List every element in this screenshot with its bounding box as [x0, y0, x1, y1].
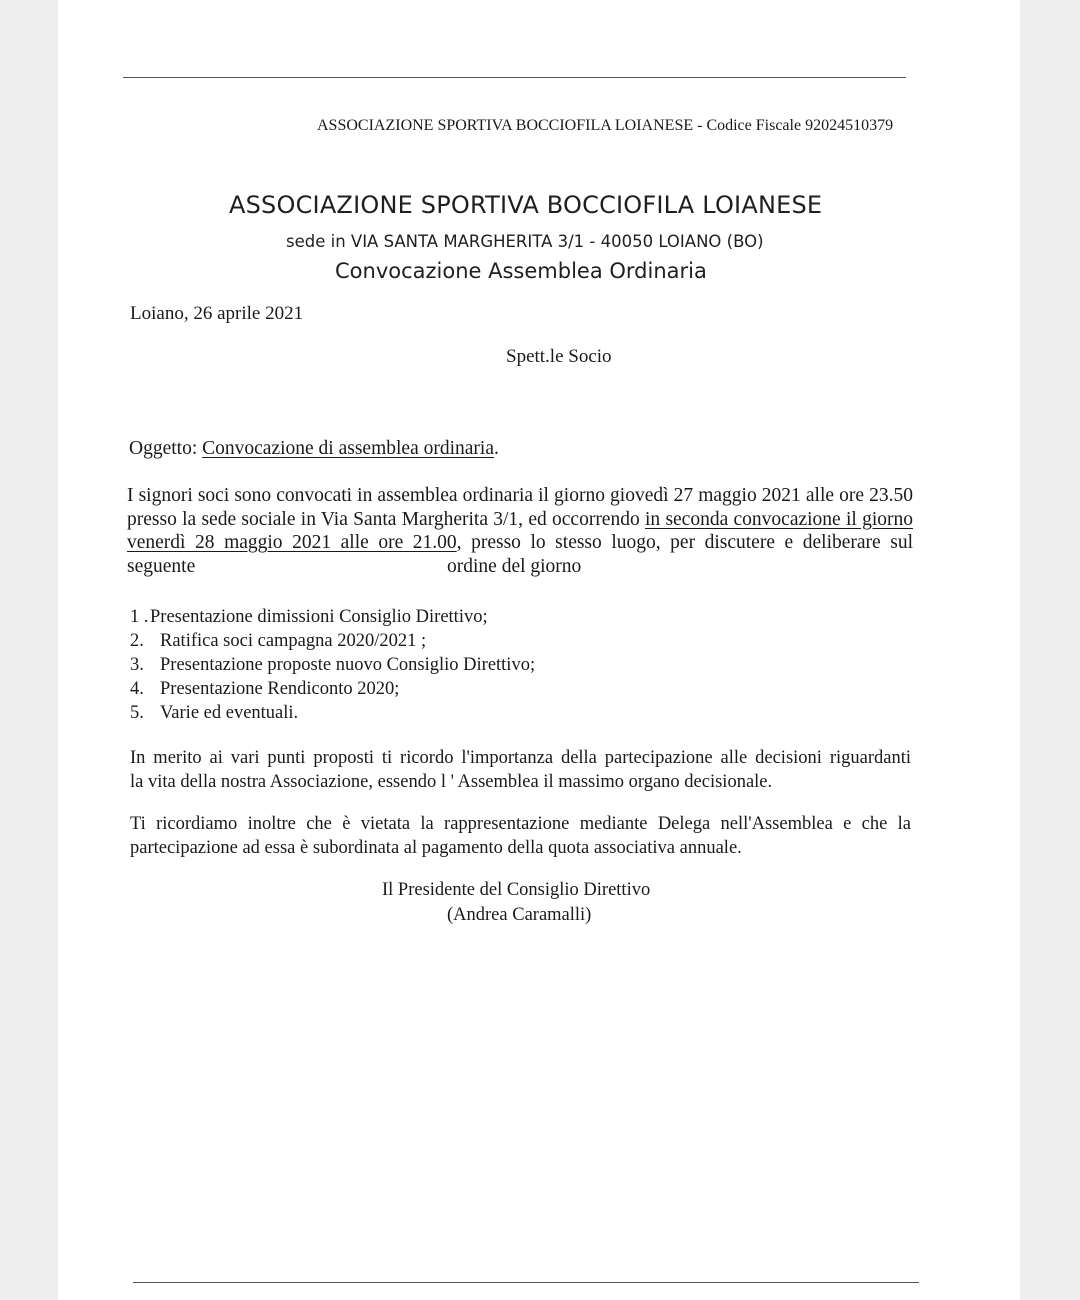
participation-line-1: In merito ai vari punti proposti ti ricordo l'importanza della partecipazione alle decisioni riguardanti — [130, 748, 911, 768]
delegation-line-1: Ti ricordiamo inoltre che è vietata la rappresentazione mediante Delega nell'Assemblea e che la — [130, 814, 911, 834]
agenda-item-number: 4. — [130, 679, 144, 699]
body-line-2-underlined: in seconda convocazione il giorno — [645, 508, 914, 530]
organization-name: ASSOCIAZIONE SPORTIVA BOCCIOFILA LOIANESE — [229, 191, 823, 219]
agenda-item-number: 2. — [130, 631, 144, 651]
letter-recipient: Spett.le Socio — [506, 346, 612, 367]
agenda-item — [130, 605, 535, 629]
agenda-item-number: 3. — [130, 655, 144, 675]
agenda-list — [130, 605, 535, 725]
body-line-2 — [127, 508, 913, 532]
subject-period: . — [493, 438, 499, 459]
subject-text: Convocazione di assemblea ordinaria — [202, 438, 494, 459]
agenda-item-text: Presentazione proposte nuovo Consiglio Direttivo; — [160, 655, 536, 675]
letter-subject — [129, 438, 499, 460]
participation-paragraph — [130, 747, 911, 794]
agenda-item-number: 5. — [130, 703, 144, 723]
agenda-item-number: 1 . — [130, 607, 149, 627]
letter-date: Loiano, 26 aprile 2021 — [130, 303, 304, 324]
participation-line-2: la vita della nostra Associazione, essendo l ' Assemblea il massimo organo decisionale. — [130, 771, 773, 792]
agenda-item — [130, 677, 535, 701]
signature-name: (Andrea Caramalli) — [447, 905, 592, 925]
agenda-heading: ordine del giorno — [447, 556, 582, 577]
signature-title: Il Presidente del Consiglio Direttivo — [382, 880, 651, 900]
body-line-3-plain: , presso lo stesso luogo, per discutere e deliberare sul seguente — [127, 532, 913, 577]
document-title: Convocazione Assemblea Ordinaria — [335, 259, 707, 283]
agenda-item-text: Presentazione Rendiconto 2020; — [160, 679, 400, 699]
delegation-line-2: partecipazione ad essa è subordinata al pagamento della quota associativa annuale. — [130, 837, 742, 858]
agenda-item-text: Presentazione dimissioni Consiglio Direttivo; — [150, 607, 488, 627]
agenda-item — [130, 629, 535, 653]
agenda-item — [130, 701, 535, 725]
body-line-3-underlined: venerdì 28 maggio 2021 alle ore 21.00 — [127, 532, 457, 553]
delegation-paragraph — [130, 813, 911, 860]
organization-address: sede in VIA SANTA MARGHERITA 3/1 - 40050 LOIANO (BO) — [286, 232, 764, 251]
body-line-2-plain: presso la sede sociale in Via Santa Margherita 3/1, ed occorrendo — [127, 508, 645, 530]
bottom-divider — [133, 1282, 919, 1283]
agenda-item — [130, 653, 535, 677]
body-line-1: I signori soci sono convocati in assemblea ordinaria il giorno giovedì 27 maggio 2021 alle ore 23.50 — [127, 485, 913, 506]
document-page — [58, 0, 1020, 1300]
header-line: ASSOCIAZIONE SPORTIVA BOCCIOFILA LOIANESE - Codice Fiscale 92024510379 — [317, 117, 894, 134]
top-divider — [123, 77, 906, 78]
subject-label: Oggetto: — [129, 438, 198, 459]
agenda-item-text: Ratifica soci campagna 2020/2021 ; — [160, 631, 427, 651]
agenda-item-text: Varie ed eventuali. — [160, 703, 299, 723]
